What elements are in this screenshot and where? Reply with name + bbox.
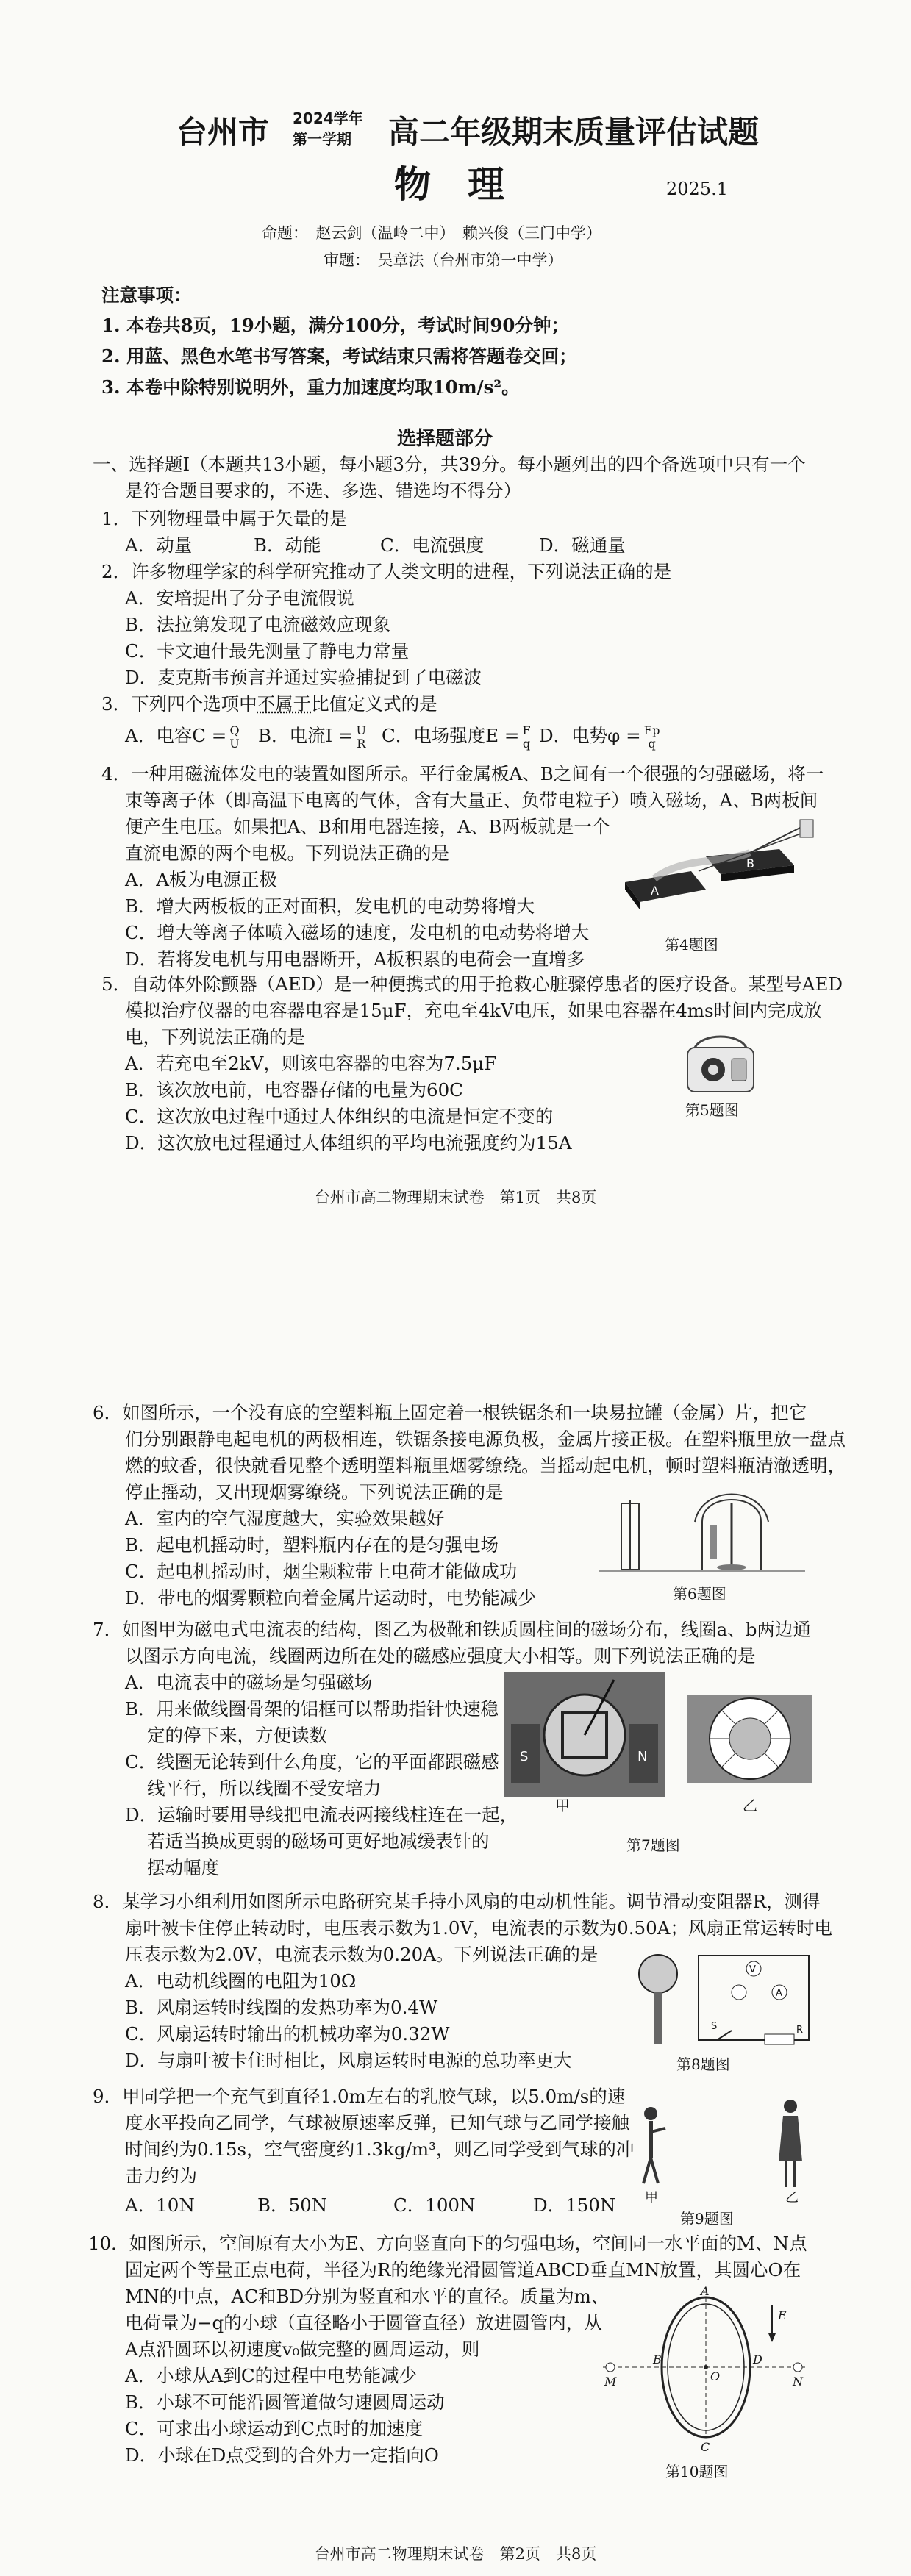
q9-line2: 度水平投向乙同学，气球被原速率反弹，已知气球与乙同学接触 bbox=[125, 2112, 629, 2133]
q3-option-d-fraction bbox=[643, 724, 662, 750]
q7-magnet-n-label: N bbox=[637, 1749, 648, 1764]
q8-caption: 第8题图 bbox=[676, 2056, 730, 2073]
q10-option-c: C．可求出小球运动到C点时的加速度 bbox=[125, 2418, 423, 2439]
q2-option-b: B．法拉第发现了电流磁效应现象 bbox=[125, 614, 391, 635]
q4-option-a: A．A板为电源正极 bbox=[125, 869, 277, 890]
q8-line2: 扇叶被卡住停止转动时，电压表示数为1.0V，电流表的示数为0.50A；风扇正常运转时电 bbox=[125, 1917, 832, 1939]
q2-option-a: A．安培提出了分子电流假说 bbox=[125, 587, 354, 609]
q8-rheostat-label: R bbox=[796, 2025, 804, 2036]
q3-option-c bbox=[382, 723, 534, 750]
q9-label-yi: 乙 bbox=[785, 2190, 799, 2205]
q9-option-c: C．100N bbox=[393, 2194, 476, 2216]
q10-caption: 第10题图 bbox=[665, 2463, 729, 2480]
q4-line3: 便产生电压。如果把A、B和用电器连接，A、B两板就是一个 bbox=[125, 816, 610, 837]
q7-option-c-line2: 线平行，所以线圈不受安培力 bbox=[147, 1778, 382, 1799]
q3-option-b-label: B．电流I = bbox=[258, 725, 354, 746]
section-title: 选择题部分 bbox=[397, 428, 493, 450]
q4-line1: 4．一种用磁流体发电的装置如图所示。平行金属板A、B之间有一个很强的匀强磁场，将一 bbox=[101, 763, 824, 784]
q3-a-numerator: Q bbox=[228, 724, 240, 737]
q5-option-c: C．这次放电过程中通过人体组织的电流是恒定不变的 bbox=[125, 1106, 554, 1127]
q3-b-numerator: U bbox=[356, 723, 366, 737]
q1-option-c: C．电流强度 bbox=[380, 534, 485, 556]
q5-line2: 模拟治疗仪器的电容器电容是15μF，充电至4kV电压，如果电容器在4ms时间内完成放 bbox=[125, 1000, 822, 1021]
q8-ammeter-label: A bbox=[776, 1988, 782, 1999]
q4-option-d: D．若将发电机与用电器断开，A板积累的电荷会一直增多 bbox=[125, 948, 585, 970]
notes-item-3: 3. 本卷中除特别说明外，重力加速度均取10m/s²。 bbox=[101, 376, 520, 398]
q7-option-b-line1: B．用来做线圈骨架的铝框可以帮助指针快速稳 bbox=[125, 1698, 499, 1720]
q10-line5: A点沿圆环以初速度v₀做完整的圆周运动，则 bbox=[125, 2339, 480, 2360]
q10-point-a-label: A bbox=[701, 2286, 710, 2298]
q6-option-c: C．起电机摇动时，烟尘颗粒带上电荷才能做成功 bbox=[125, 1561, 518, 1582]
q3-stem-pre: 3．下列四个选项中 bbox=[101, 693, 257, 715]
q10-center-o-label: O bbox=[710, 2369, 721, 2383]
q10-charge-n-label: N bbox=[793, 2375, 803, 2389]
header-subject: 物 理 bbox=[394, 162, 504, 206]
q10-line1: 10．如图所示，空间原有大小为E、方向竖直向下的匀强电场，空间同一水平面的M、N点 bbox=[88, 2233, 807, 2254]
q8-line1: 8．某学习小组利用如图所示电路研究某手持小风扇的电动机性能。调节滑动变阻器R，测得 bbox=[93, 1891, 821, 1912]
q3-stem-post: 比值定义式的是 bbox=[311, 693, 437, 715]
header-city: 台州市 bbox=[176, 114, 270, 150]
q10-point-c-label: C bbox=[701, 2440, 710, 2454]
header-exam-title: 高二年级期末质量评估试题 bbox=[388, 114, 760, 150]
q6-option-d: D．带电的烟雾颗粒向着金属片运动时，电势能减少 bbox=[125, 1587, 536, 1609]
header-year-line1: 2024学年 bbox=[293, 110, 363, 127]
page2-footer: 台州市高二物理期末试卷 第2页 共8页 bbox=[314, 2545, 597, 2563]
q5-line3: 电，下列说法正确的是 bbox=[125, 1026, 305, 1048]
q4-option-c: C．增大等离子体喷入磁场的速度，发电机的电动势将增大 bbox=[125, 922, 590, 943]
section-instructions-line2: 是符合题目要求的，不选、多选、错选均不得分） bbox=[125, 480, 521, 501]
q8-fan-circuit-figure bbox=[629, 1948, 820, 2051]
q10-line2: 固定两个等量正点电荷，半径为R的绝缘光滑圆管道ABCD垂直MN放置，其圆心O在 bbox=[125, 2259, 801, 2280]
q4-option-b: B．增大两板板的正对面积，发电机的电动势将增大 bbox=[125, 895, 535, 917]
q10-point-d-label: D bbox=[753, 2353, 762, 2366]
q10-field-e-label: E bbox=[778, 2308, 787, 2322]
header-year-line2: 第一学期 bbox=[293, 130, 351, 148]
q3-option-b-fraction bbox=[355, 724, 368, 750]
q3-option-a-fraction bbox=[228, 724, 240, 750]
q5-option-d: D．这次放电过程通过人体组织的平均电流强度约为15A bbox=[125, 1132, 572, 1153]
q9-line4: 击力约为 bbox=[125, 2165, 197, 2186]
q10-line3: MN的中点，AC和BD分别为竖直和水平的直径。质量为m、 bbox=[125, 2286, 610, 2307]
q7-caption: 第7题图 bbox=[626, 1836, 680, 1854]
q8-switch-label: S bbox=[711, 2021, 718, 2032]
q3-option-c-label: C．电场强度E = bbox=[382, 725, 520, 746]
q3-option-a bbox=[125, 723, 243, 750]
page1-footer: 台州市高二物理期末试卷 第1页 共8页 bbox=[314, 1189, 597, 1206]
q5-line1: 5．自动体外除颤器（AED）是一种便携式的用于抢救心脏骤停患者的医疗设备。某型号AED bbox=[101, 973, 843, 995]
q10-option-d: D．小球在D点受到的合外力一定指向O bbox=[125, 2444, 439, 2466]
q9-option-d: D．150N bbox=[533, 2194, 616, 2216]
q7-magnet-s-label: S bbox=[520, 1749, 529, 1764]
q10-line4: 电荷量为−q的小球（直径略小于圆管直径）放进圆管内，从 bbox=[125, 2312, 602, 2333]
q7-option-c-line1: C．线圈无论转到什么角度，它的平面都跟磁感 bbox=[125, 1751, 499, 1772]
q3-b-denominator: R bbox=[357, 737, 366, 751]
q1-option-a: A．动量 bbox=[125, 534, 193, 556]
q3-option-c-fraction bbox=[521, 724, 532, 750]
q6-smoke-bottle-figure bbox=[599, 1478, 805, 1581]
q6-line3: 燃的蚊香，很快就看见整个透明塑料瓶里烟雾缭绕。当摇动起电机，顿时塑料瓶清澈透明， bbox=[125, 1455, 846, 1476]
notes-item-2: 2. 用蓝、黑色水笔书写答案，考试结束只需将答题卷交回； bbox=[101, 346, 577, 367]
q10-circular-tube-figure bbox=[588, 2286, 816, 2455]
q7-option-d-line2: 若适当换成更弱的磁场可更好地减缓表针的 bbox=[147, 1831, 490, 1852]
section-instructions-line1: 一、选择题Ⅰ（本题共13小题，每小题3分，共39分。每小题列出的四个备选项中只有一个 bbox=[93, 454, 806, 475]
q3-option-d-label: D．电势φ = bbox=[539, 725, 641, 746]
q10-option-a: A．小球从A到C的过程中电势能减少 bbox=[125, 2365, 418, 2386]
q2-option-c: C．卡文迪什最先测量了静电力常量 bbox=[125, 640, 410, 662]
q4-line4: 直流电源的两个电极。下列说法正确的是 bbox=[125, 842, 449, 864]
q9-label-jia: 甲 bbox=[645, 2190, 658, 2205]
q3-a-denominator: U bbox=[229, 737, 240, 751]
q7-galvanometer-figure bbox=[504, 1665, 820, 1812]
q3-option-b bbox=[258, 723, 369, 750]
q9-option-a: A．10N bbox=[125, 2194, 195, 2216]
q7-option-a: A．电流表中的磁场是匀强磁场 bbox=[125, 1672, 373, 1693]
q5-aed-device-figure bbox=[680, 1033, 761, 1099]
q9-line3: 时间约为0.15s，空气密度约1.3kg/m³，则乙同学受到气球的冲 bbox=[125, 2139, 635, 2160]
q6-caption: 第6题图 bbox=[673, 1585, 726, 1603]
exam-page-2 bbox=[0, 1349, 911, 2576]
q3-c-numerator: F bbox=[522, 723, 531, 737]
q9-option-b: B．50N bbox=[257, 2194, 328, 2216]
q6-option-a: A．室内的空气湿度越大，实验效果越好 bbox=[125, 1508, 445, 1529]
notes-heading: 注意事项： bbox=[101, 285, 192, 306]
q7-label-yi: 乙 bbox=[743, 1797, 757, 1812]
header-reviewer: 审题： 吴章法（台州市第一中学） bbox=[324, 251, 563, 269]
q9-caption: 第9题图 bbox=[680, 2210, 734, 2228]
q10-charge-m-label: M bbox=[604, 2375, 617, 2389]
q1-stem: 1．下列物理量中属于矢量的是 bbox=[101, 508, 348, 529]
q8-line3: 压表示数为2.0V，电流表示数为0.20A。下列说法正确的是 bbox=[125, 1944, 599, 1965]
q6-option-b: B．起电机摇动时，塑料瓶内存在的是匀强电场 bbox=[125, 1534, 499, 1556]
q8-voltmeter-label: V bbox=[749, 1964, 756, 1975]
q3-option-a-label: A．电容C = bbox=[125, 725, 227, 746]
q1-option-b: B．动能 bbox=[254, 534, 321, 556]
q4-plate-b-label: B bbox=[746, 856, 754, 870]
q10-option-b: B．小球不可能沿圆管道做匀速圆周运动 bbox=[125, 2391, 445, 2413]
q7-option-d-line3: 摆动幅度 bbox=[147, 1857, 219, 1878]
q7-option-d-line1: D．运输时要用导线把电流表两接线柱连在一起， bbox=[125, 1804, 518, 1825]
q8-option-d: D．与扇叶被卡住时相比，风扇运转时电源的总功率更大 bbox=[125, 2050, 572, 2071]
q6-line4: 停止摇动，又出现烟雾缭绕。下列说法正确的是 bbox=[125, 1481, 504, 1503]
header-authors: 命题： 赵云剑（温岭二中） 赖兴俊（三门中学） bbox=[262, 224, 601, 242]
q2-option-d: D．麦克斯韦预言并通过实验捕捉到了电磁波 bbox=[125, 667, 482, 688]
q3-d-numerator: Ep bbox=[643, 723, 660, 737]
q4-line2: 束等离子体（即高温下电离的气体，含有大量正、负带电粒子）喷入磁场，A、B两板间 bbox=[125, 790, 818, 811]
q3-d-denominator: q bbox=[648, 737, 656, 751]
q8-option-a: A．电动机线圈的电阻为10Ω bbox=[125, 1970, 357, 1992]
q4-caption: 第4题图 bbox=[665, 936, 718, 954]
q6-line1: 6．如图所示，一个没有底的空塑料瓶上固定着一根铁锯条和一块易拉罐（金属）片，把它 bbox=[93, 1402, 807, 1423]
q10-point-b-label: B bbox=[653, 2353, 662, 2366]
notes-item-1: 1. 本卷共8页，19小题，满分100分，考试时间90分钟； bbox=[101, 315, 569, 336]
q7-option-b-line2: 定的停下来，方便读数 bbox=[147, 1725, 327, 1746]
q5-option-b: B．该次放电前，电容器存储的电量为60C bbox=[125, 1079, 463, 1101]
q6-line2: 们分别跟静电起电机的两极相连，铁锯条接电源负极，金属片接正极。在塑料瓶里放一盘点 bbox=[125, 1428, 846, 1450]
q4-plate-a-label: A bbox=[651, 884, 659, 898]
q9-line1: 9．甲同学把一个充气到直径1.0m左右的乳胶气球，以5.0m/s的速 bbox=[93, 2086, 626, 2107]
q2-stem: 2．许多物理学家的科学研究推动了人类文明的进程，下列说法正确的是 bbox=[101, 561, 672, 582]
q8-option-b: B．风扇运转时线圈的发热功率为0.4W bbox=[125, 1997, 438, 2018]
q5-option-a: A．若充电至2kV，则该电容器的电容为7.5μF bbox=[125, 1053, 497, 1074]
q1-option-d: D．磁通量 bbox=[539, 534, 626, 556]
q3-c-denominator: q bbox=[522, 737, 531, 751]
q8-option-c: C．风扇运转时输出的机械功率为0.32W bbox=[125, 2023, 450, 2044]
header-date: 2025.1 bbox=[666, 179, 728, 199]
q9-balloon-figure bbox=[636, 2088, 820, 2205]
q7-line1: 7．如图甲为磁电式电流表的结构，图乙为极靴和铁质圆柱间的磁场分布，线圈a、b两边通 bbox=[93, 1619, 811, 1640]
q7-label-jia: 甲 bbox=[555, 1797, 570, 1812]
q3-stem-underlined: 不属于 bbox=[257, 693, 312, 715]
q3-option-d bbox=[539, 723, 663, 750]
q5-caption: 第5题图 bbox=[685, 1101, 739, 1119]
q4-mhd-generator-figure bbox=[610, 812, 824, 923]
q7-line2: 以图示方向电流，线圈两边所在处的磁感应强度大小相等。则下列说法正确的是 bbox=[125, 1645, 756, 1667]
q3-stem bbox=[101, 692, 437, 717]
